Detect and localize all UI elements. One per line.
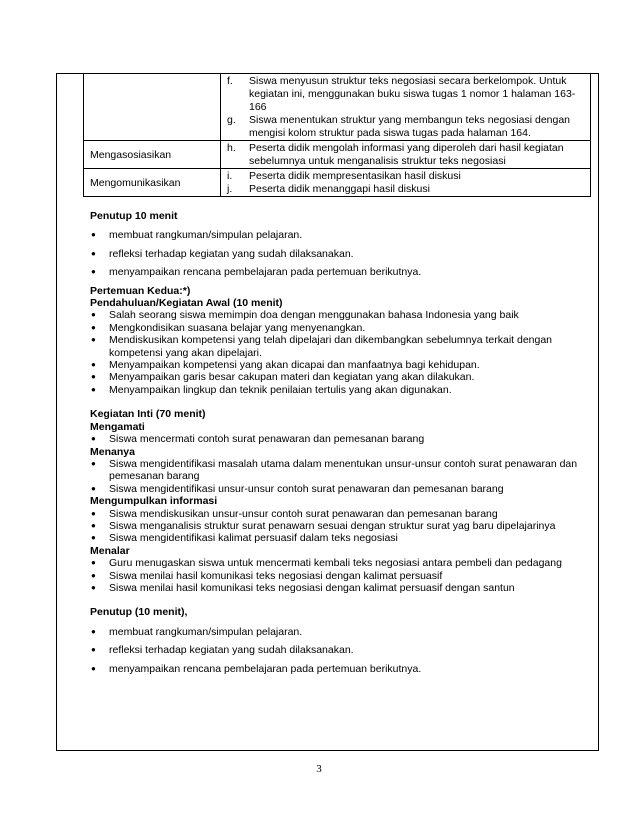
list-item bbox=[90, 266, 590, 278]
step-marker: i. bbox=[227, 170, 233, 182]
list-item bbox=[90, 248, 590, 260]
list-item-text: Guru menugaskan siswa untuk mencermati kembali teks negosiasi antara pembeli dan pedagang bbox=[109, 557, 562, 570]
step-text: Peserta didik mempresentasikan hasil diskusi bbox=[249, 170, 461, 182]
list-item-text: Menyampaikan lingkup dan teknik penilaian tertulis yang akan digunakan. bbox=[109, 383, 452, 396]
bullet-icon: ● bbox=[91, 360, 96, 370]
activity-step bbox=[225, 142, 586, 168]
bullet-icon: ● bbox=[91, 508, 96, 518]
bullet-icon: ● bbox=[91, 582, 96, 592]
list-item bbox=[90, 570, 590, 582]
bullet-icon: ● bbox=[91, 267, 96, 277]
list-item bbox=[90, 520, 590, 532]
bullet-icon: ● bbox=[91, 372, 96, 382]
list-item bbox=[90, 508, 590, 520]
penutup-2-heading: Penutup (10 menit), bbox=[90, 606, 188, 619]
activity-step bbox=[225, 114, 586, 140]
list-item-text: Siswa mendiskusikan unsur-unsur contoh surat penawaran dan pemesanan barang bbox=[109, 507, 498, 520]
pendahuluan-heading: Pendahuluan/Kegiatan Awal (10 menit) bbox=[90, 297, 283, 310]
pertemuan-kedua-heading: Pertemuan Kedua:*) bbox=[90, 284, 191, 297]
list-item-text: Menyampaikan garis besar cakupan materi dan kegiatan yang akan dilakukan. bbox=[109, 371, 475, 384]
list-item bbox=[90, 626, 590, 638]
list-item bbox=[90, 309, 590, 321]
bullet-icon: ● bbox=[91, 434, 96, 444]
bullet-icon: ● bbox=[91, 310, 96, 320]
bullet-icon: ● bbox=[91, 384, 96, 394]
list-item bbox=[90, 229, 590, 241]
activity-step bbox=[225, 170, 586, 183]
penutup-list bbox=[90, 229, 590, 278]
activity-step bbox=[225, 75, 586, 114]
kegiatan-inti-subheading: Menanya bbox=[90, 445, 135, 458]
list-item-text: Siswa menilai hasil komunikasi teks negosiasi dengan kalimat persuasif dengan santun bbox=[109, 581, 515, 594]
kegiatan-inti-subheading: Mengumpulkan informasi bbox=[90, 495, 218, 508]
list-item-text: Siswa mengidentifikasi masalah utama dalam menentukan unsur-unsur contoh surat penawaran dan pemesanan barang bbox=[109, 457, 578, 483]
bullet-icon: ● bbox=[91, 570, 96, 580]
pendahuluan-list bbox=[90, 309, 590, 396]
activity-stage-label bbox=[84, 74, 221, 141]
kegiatan-inti-subheading: Mengamati bbox=[90, 420, 145, 433]
list-item-text: membuat rangkuman/simpulan pelajaran. bbox=[109, 229, 303, 242]
list-item-text: Menyampaikan kompetensi yang akan dicapai dan manfaatnya bagi kehidupan. bbox=[109, 359, 480, 372]
list-item-text: Siswa mencermati contoh surat penawaran dan pemesanan barang bbox=[109, 433, 425, 446]
list-item-text: refleksi terhadap kegiatan yang sudah dilaksanakan. bbox=[109, 644, 354, 657]
step-marker: f. bbox=[227, 75, 233, 87]
table-row bbox=[84, 141, 591, 169]
list-item bbox=[90, 334, 590, 359]
table-row bbox=[84, 169, 591, 197]
kegiatan-inti-heading: Kegiatan Inti (70 menit) bbox=[90, 408, 206, 421]
list-item bbox=[90, 644, 590, 656]
list-item-text: menyampaikan rencana pembelajaran pada pertemuan berikutnya. bbox=[109, 662, 422, 675]
step-text: Peserta didik mengolah informasi yang diperoleh dari hasil kegiatan sebelumnya untuk menganalisis struktur teks negosiasi bbox=[249, 142, 564, 167]
penutup-2-list bbox=[90, 626, 590, 675]
list-item bbox=[90, 582, 590, 594]
activity-stage-label: Mengomunikasikan bbox=[84, 169, 221, 197]
step-text: Siswa menyusun struktur teks negosiasi secara berkelompok. Untuk kegiatan ini, menggunakan buku siswa tugas 1 nomor 1 halaman 163-166 bbox=[249, 75, 576, 113]
kegiatan-inti-groups bbox=[90, 421, 590, 595]
list-item bbox=[90, 458, 590, 483]
bullet-icon: ● bbox=[91, 248, 96, 258]
step-marker: j. bbox=[227, 183, 233, 195]
bullet-icon: ● bbox=[91, 322, 96, 332]
list-item bbox=[90, 663, 590, 675]
step-marker: h. bbox=[227, 142, 236, 154]
activity-step bbox=[225, 183, 586, 196]
bullet-icon: ● bbox=[91, 458, 96, 468]
activity-table bbox=[83, 73, 591, 197]
bullet-icon: ● bbox=[91, 645, 96, 655]
bullet-icon: ● bbox=[91, 230, 96, 240]
list-item-text: Mengkondisikan suasana belajar yang menyenangkan. bbox=[109, 321, 366, 334]
list-item-text: Siswa mengidentifikasi kalimat persuasif dalam teks negosiasi bbox=[109, 532, 398, 545]
list-item bbox=[90, 483, 590, 495]
bullet-icon: ● bbox=[91, 663, 96, 673]
list-item bbox=[90, 359, 590, 371]
bullet-icon: ● bbox=[91, 483, 96, 493]
list-item-text: menyampaikan rencana pembelajaran pada pertemuan berikutnya. bbox=[109, 266, 422, 279]
step-text: Peserta didik menanggapi hasil diskusi bbox=[249, 183, 430, 195]
list-item-text: Siswa menganalisis struktur surat penawarn sesuai dengan struktur surat yag baru dipelajarinya bbox=[109, 519, 556, 532]
table-row bbox=[84, 74, 591, 141]
bullet-icon: ● bbox=[91, 520, 96, 530]
list-item bbox=[90, 433, 590, 445]
activity-table-body bbox=[84, 74, 591, 197]
list-item bbox=[90, 371, 590, 383]
list-item-text: refleksi terhadap kegiatan yang sudah dilaksanakan. bbox=[109, 247, 354, 260]
activity-stage-label: Mengasosiasikan bbox=[84, 141, 221, 169]
list-item bbox=[90, 322, 590, 334]
list-item bbox=[90, 532, 590, 544]
bullet-icon: ● bbox=[91, 626, 96, 636]
step-marker: g. bbox=[227, 114, 236, 126]
list-item-text: Salah seorang siswa memimpin doa dengan menggunakan bahasa Indonesia yang baik bbox=[109, 309, 519, 322]
bullet-icon: ● bbox=[91, 558, 96, 568]
list-item-text: Mendiskusikan kompetensi yang telah dipelajari dan dikembangkan sebelumnya terkait dengan kompetensi yang akan dipelajari. bbox=[109, 334, 553, 359]
page-number: 3 bbox=[316, 763, 322, 775]
list-item-text: membuat rangkuman/simpulan pelajaran. bbox=[109, 625, 303, 638]
bullet-icon: ● bbox=[91, 335, 96, 345]
page-content bbox=[90, 210, 590, 681]
step-text: Siswa menentukan struktur yang membangun teks negosiasi dengan mengisi kolom struktur pada siswa tugas pada halaman 164. bbox=[249, 114, 571, 139]
activity-steps-cell bbox=[221, 169, 591, 197]
bullet-icon: ● bbox=[91, 533, 96, 543]
penutup-heading: Penutup 10 menit bbox=[90, 210, 178, 222]
list-item bbox=[90, 557, 590, 569]
list-item bbox=[90, 384, 590, 396]
kegiatan-inti-subheading: Menalar bbox=[90, 544, 130, 557]
activity-steps-cell bbox=[221, 74, 591, 141]
activity-steps-cell bbox=[221, 141, 591, 169]
list-item-text: Siswa mengidentifikasi unsur-unsur contoh surat penawaran dan pemesanan barang bbox=[109, 482, 504, 495]
list-item-text: Siswa menilai hasil komunikasi teks negosiasi dengan kalimat persuasif bbox=[109, 569, 443, 582]
